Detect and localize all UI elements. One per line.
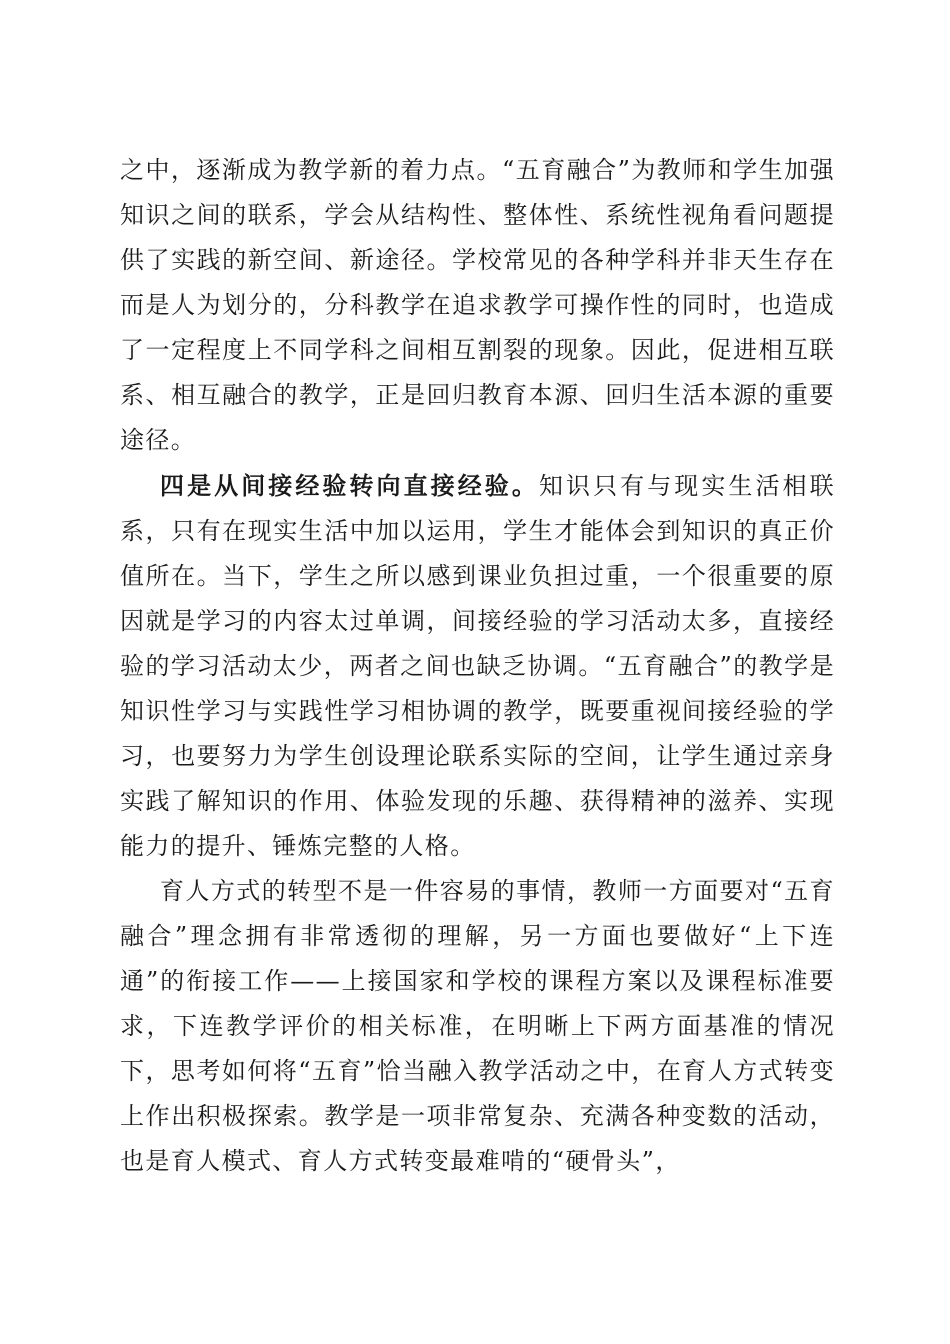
paragraph-body: 知识只有与现实生活相联系，只有在现实生活中加以运用，学生才能体会到知识的真正价值所在。当下，学生之所以感到课业负担过重，一个很重要的原因就是学习的内容太过单调，间接经验的学习活动太多，直接经验的学习活动太少，两者之间也缺乏协调。“五育融合”的教学是知识性学习与实践性学习相协调的教学，既要重视间接经验的学习，也要努力为学生创设理论联系实际的空间，让学生通过亲身实践了解知识的作用、体验发现的乐趣、获得精神的滋养、实现能力的提升、锤炼完整的人格。 [120,472,835,860]
paragraph-direct-experience [120,463,835,869]
paragraph-continuation [120,148,835,463]
paragraph-body: 育人方式的转型不是一件容易的事情，教师一方面要对“五育融合”理念拥有非常透彻的理解，另一方面也要做好“上下连通”的衔接工作——上接国家和学校的课程方案以及课程标准要求，下连教学评价的相关标准，在明晰上下两方面基准的情况下，思考如何将“五育”恰当融入教学活动之中，在育人方式转变上作出积极探索。教学是一项非常复杂、充满各种变数的活动，也是育人模式、育人方式转变最难啃的“硬骨头”， [120,877,835,1175]
paragraph-heading: 四是从间接经验转向直接经验。 [160,471,539,500]
paragraph-body: 之中，逐渐成为教学新的着力点。“五育融合”为教师和学生加强知识之间的联系，学会从结构性、整体性、系统性视角看问题提供了实践的新空间、新途径。学校常见的各种学科并非天生存在而是人为划分的，分科教学在追求教学可操作性的同时，也造成了一定程度上不同学科之间相互割裂的现象。因此，促进相互联系、相互融合的教学，正是回归教育本源、回归生活本源的重要途径。 [120,156,835,454]
paragraph-transformation [120,869,835,1184]
body-text [120,148,835,1184]
